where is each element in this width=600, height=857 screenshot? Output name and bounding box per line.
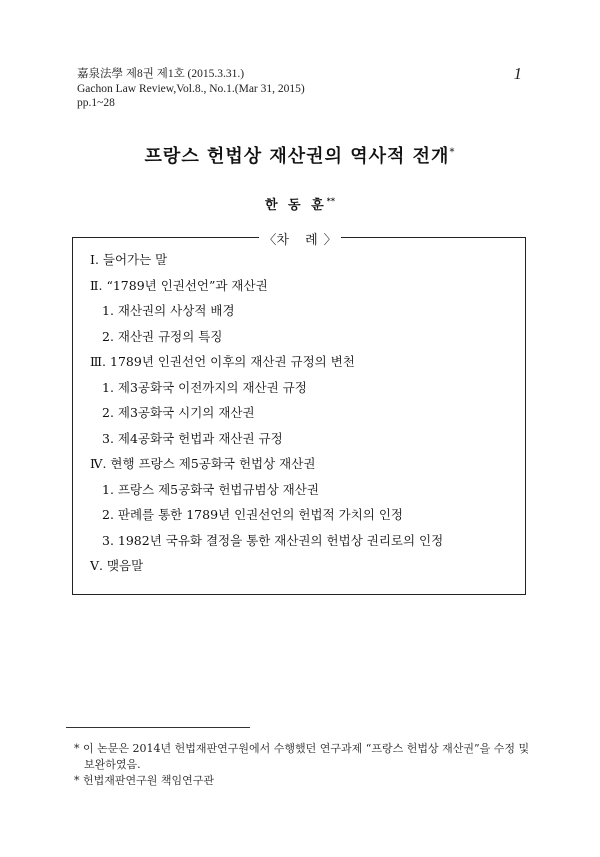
- author-name: [0, 194, 600, 213]
- author-name-text: 한 동 훈: [264, 198, 327, 213]
- toc-subitem: 3. 1982년 국유화 결정을 통한 재산권의 헌법상 권리로의 인정: [102, 532, 444, 548]
- toc-heading-text: 차 례: [276, 233, 324, 248]
- toc-subitem: 2. 판례를 통한 1789년 인권선언의 헌법적 가치의 인정: [102, 507, 403, 522]
- paper-title-text: 프랑스 헌법상 재산권의 역사적 전개: [144, 146, 450, 167]
- toc-subitem: 1. 제3공화국 이전까지의 재산권 규정: [102, 379, 307, 395]
- toc-left-arrow: 〈: [263, 233, 277, 248]
- page-range: pp.1~28: [77, 97, 115, 109]
- toc-item: Ⅱ. “1789년 인권선언”과 재산권: [90, 277, 268, 293]
- paper-title: [0, 142, 600, 168]
- journal-header: [77, 67, 305, 111]
- toc-item: Ⅰ. 들어가는 말: [90, 252, 168, 267]
- journal-english-line: Gachon Law Review,Vol.8., No.1.(Mar 31, 2015): [77, 82, 305, 95]
- journal-korean-line: 嘉泉法學 제8권 제1호 (2015.3.31.): [77, 68, 245, 80]
- page-number: 1: [513, 64, 522, 83]
- toc-subitem: 2. 제3공화국 시기의 재산권: [102, 405, 255, 420]
- toc-subitem: 1. 재산권의 사상적 배경: [102, 303, 235, 318]
- toc-subitem: 1. 프랑스 제5공화국 헌법규범상 재산권: [102, 481, 319, 497]
- footnote-2: * 헌법재판연구원 책임연구관: [74, 774, 215, 787]
- footnote-divider: [66, 727, 250, 728]
- toc-list: [90, 247, 443, 579]
- toc-right-arrow: 〉: [323, 233, 337, 248]
- toc-subitem: 3. 제4공화국 헌법과 재산권 규정: [102, 430, 283, 446]
- toc-item: Ⅴ. 맺음말: [90, 558, 144, 573]
- footnote-1: * 이 논문은 2014년 헌법재판연구원에서 수행했던 연구과제 “프랑스 헌법상 재산권”을 수정 및 보완하였음.: [74, 742, 530, 771]
- toc-subitem: 2. 재산권 규정의 특징: [102, 328, 223, 344]
- footnotes: [74, 741, 534, 789]
- title-footnote-mark: *: [449, 147, 456, 158]
- author-footnote-mark: **: [326, 195, 336, 206]
- toc-heading: [0, 229, 600, 248]
- toc-item: Ⅲ. 1789년 인권선언 이후의 재산권 규정의 변천: [90, 354, 355, 369]
- toc-item: Ⅳ. 현행 프랑스 제5공화국 헌법상 재산권: [90, 456, 316, 471]
